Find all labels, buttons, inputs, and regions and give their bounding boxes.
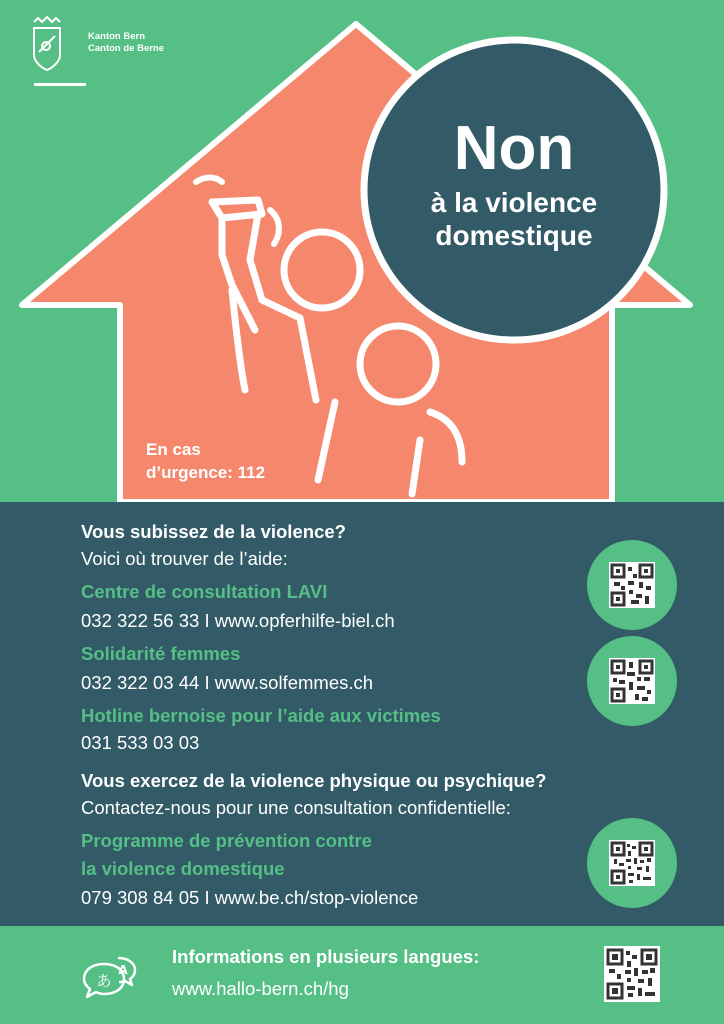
victims-intro: Voici où trouver de l’aide: [81,548,288,569]
service-contact-solfemmes[interactable]: 032 322 03 44 I www.solfemmes.ch [81,672,374,693]
qr-code-icon [609,562,655,608]
service-name-lavi: Centre de consultation LAVI [81,581,328,602]
hero-title-line1: Non [453,114,575,183]
logo-divider [34,83,86,86]
footer-heading: Informations en plusieurs langues: [172,946,480,967]
canton-name-de: Kanton Bern [88,31,145,42]
hero-title-line2: à la violence [430,187,598,218]
emergency-line1: En cas [146,440,201,459]
program-name-line1: Programme de prévention contre [81,830,372,851]
canton-name-fr: Canton de Berne [88,43,165,54]
service-contact-lavi[interactable]: 032 322 56 33 I www.opferhilfe-biel.ch [81,610,395,631]
qr-code-icon [609,840,655,886]
qr-solfemmes[interactable] [587,636,677,726]
program-contact[interactable]: 079 308 84 05 I www.be.ch/stop-violence [81,887,419,908]
victims-heading: Vous subissez de la violence? [81,521,346,542]
service-name-solfemmes: Solidarité femmes [81,643,241,664]
hero-title [396,114,632,252]
qr-code-icon[interactable] [604,946,660,1002]
hero-title-line3: domestique [435,220,593,251]
svg-text:あ: あ [96,972,112,990]
translation-speech-bubbles-icon [80,954,138,1002]
footer-section [0,926,724,1024]
perpetrators-intro: Contactez-nous pour une consultation confidentielle: [81,797,511,818]
qr-code-icon [609,658,655,704]
qr-stop-violence[interactable] [587,818,677,908]
bern-bear-crest-icon [34,17,60,70]
help-section [0,502,724,926]
qr-lavi[interactable] [587,540,677,630]
service-name-hotline: Hotline bernoise pour l’aide aux victimes [81,705,441,726]
hero-section [0,0,724,502]
emergency-number [146,438,265,484]
program-name-line2: la violence domestique [81,858,285,879]
canton-name [88,31,164,55]
service-contact-hotline[interactable]: 031 533 03 03 [81,732,200,753]
svg-text:A: A [118,963,128,977]
emergency-line2: d’urgence: 112 [146,463,266,482]
perpetrators-heading: Vous exercez de la violence physique ou psychique? [81,770,547,791]
footer-url[interactable]: www.hallo-bern.ch/hg [172,978,349,999]
